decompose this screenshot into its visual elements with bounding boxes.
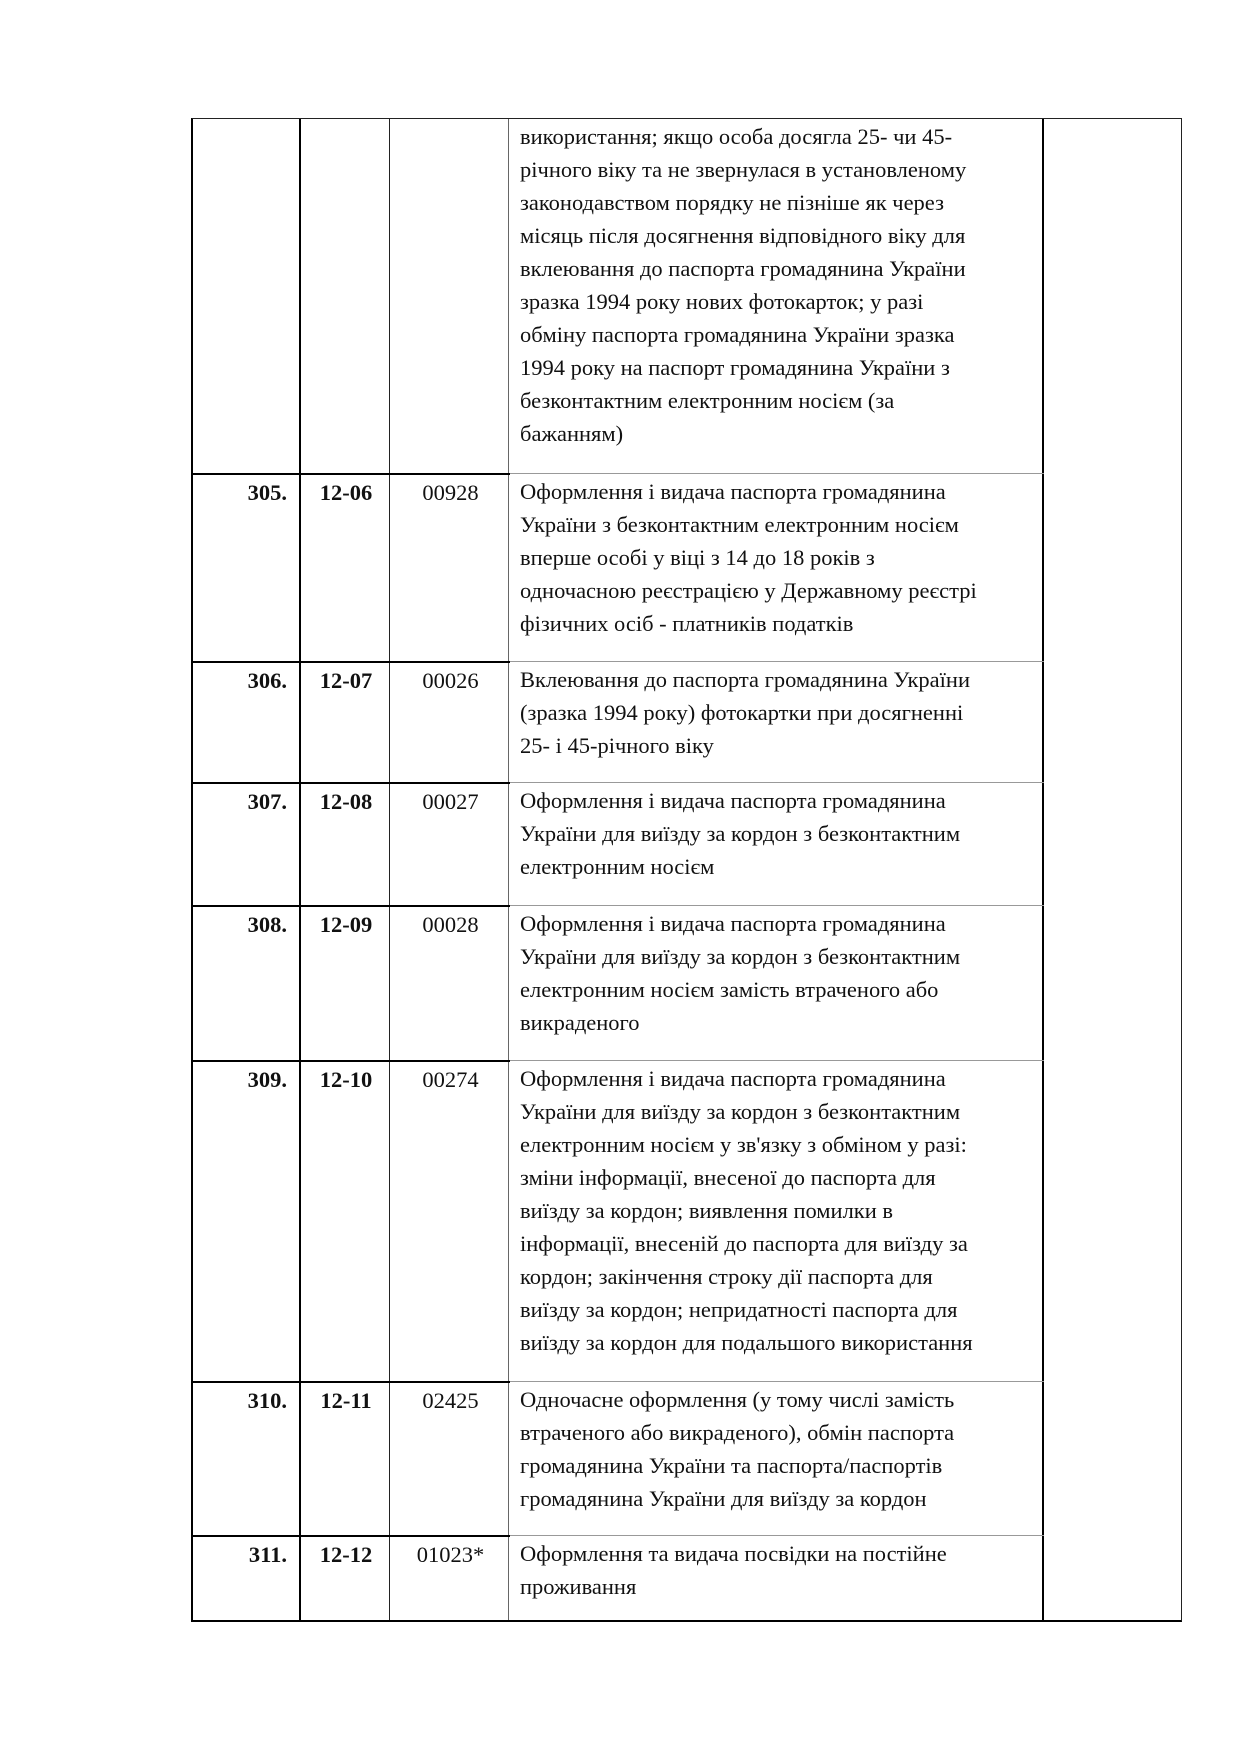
service-description <box>510 119 1044 473</box>
description-line: бажанням) <box>520 421 624 446</box>
description-line: інформації, внесеній до паспорта для виїзду за <box>520 1231 968 1256</box>
description-line: Оформлення і видача паспорта громадянина <box>520 788 946 813</box>
service-id: 02425 <box>391 1381 510 1535</box>
description-line: Оформлення і видача паспорта громадянина <box>520 479 946 504</box>
service-description <box>510 905 1044 1060</box>
row-number: 307. <box>193 782 301 905</box>
service-description <box>510 1060 1044 1381</box>
table-row <box>193 905 1044 1060</box>
table-row <box>193 1535 1044 1623</box>
description-line: виїзду за кордон; непридатності паспорта для <box>520 1297 958 1322</box>
service-description <box>510 782 1044 905</box>
category-code: 12-08 <box>301 782 391 905</box>
description-line: безконтактним електронним носієм (за <box>520 388 895 413</box>
description-line: України для виїзду за кордон з безконтактним <box>520 821 961 846</box>
description-line: втраченого або викраденого), обмін паспорта <box>520 1420 955 1445</box>
description-line: Одночасне оформлення (у тому числі замість <box>520 1387 955 1412</box>
description-line: викраденого <box>520 1010 640 1035</box>
service-id: 00026 <box>391 661 510 782</box>
description-line: кордон; закінчення строку дії паспорта для <box>520 1264 933 1289</box>
service-id: 00028 <box>391 905 510 1060</box>
category-code: 12-10 <box>301 1060 391 1381</box>
service-id <box>391 119 510 473</box>
description-line: одночасною реєстрацією у Державному реєстрі <box>520 578 977 603</box>
table-row <box>193 1381 1044 1535</box>
category-code: 12-12 <box>301 1535 391 1623</box>
description-line: громадянина України та паспорта/паспортів <box>520 1453 943 1478</box>
service-description <box>510 661 1044 782</box>
row-number: 305. <box>193 473 301 661</box>
description-line: проживання <box>520 1574 637 1599</box>
row-number: 311. <box>193 1535 301 1623</box>
category-code <box>301 119 391 473</box>
category-code: 12-07 <box>301 661 391 782</box>
table-row <box>193 119 1044 473</box>
row-number: 308. <box>193 905 301 1060</box>
row-number: 310. <box>193 1381 301 1535</box>
description-line: електронним носієм <box>520 854 715 879</box>
service-id: 00274 <box>391 1060 510 1381</box>
description-line: законодавством порядку не пізніше як через <box>520 190 944 215</box>
row-number: 309. <box>193 1060 301 1381</box>
description-line: Оформлення та видача посвідки на постійне <box>520 1541 947 1566</box>
description-line: вклеювання до паспорта громадянина України <box>520 256 966 281</box>
description-line: України з безконтактним електронним носієм <box>520 512 959 537</box>
description-line: 1994 року на паспорт громадянина України з <box>520 355 950 380</box>
description-line: 25- і 45-річного віку <box>520 733 714 758</box>
table-row <box>193 473 1044 661</box>
description-line: Оформлення і видача паспорта громадянина <box>520 911 946 936</box>
service-description <box>510 1381 1044 1535</box>
description-line: України для виїзду за кордон з безконтактним <box>520 1099 961 1124</box>
description-line: річного віку та не звернулася в установленому <box>520 157 967 182</box>
description-line: зміни інформації, внесеної до паспорта для <box>520 1165 936 1190</box>
description-line: використання; якщо особа досягла 25- чи 45- <box>520 124 953 149</box>
description-line: Оформлення і видача паспорта громадянина <box>520 1066 946 1091</box>
service-description <box>510 473 1044 661</box>
category-code: 12-11 <box>301 1381 391 1535</box>
description-line: виїзду за кордон для подальшого використання <box>520 1330 973 1355</box>
row-number <box>193 119 301 473</box>
service-id: 01023* <box>391 1535 510 1623</box>
service-description <box>510 1535 1044 1623</box>
description-line: вперше особі у віці з 14 до 18 років з <box>520 545 875 570</box>
service-id: 00027 <box>391 782 510 905</box>
description-line: місяць після досягнення відповідного віку для <box>520 223 966 248</box>
description-line: обміну паспорта громадянина України зразка <box>520 322 955 347</box>
description-line: (зразка 1994 року) фотокартки при досягненні <box>520 700 964 725</box>
table-row <box>193 1060 1044 1381</box>
description-line: виїзду за кордон; виявлення помилки в <box>520 1198 894 1223</box>
table-row <box>193 661 1044 782</box>
description-line: громадянина України для виїзду за кордон <box>520 1486 927 1511</box>
description-line: електронним носієм замість втраченого або <box>520 977 939 1002</box>
description-line: зразка 1994 року нових фотокарток; у разі <box>520 289 924 314</box>
description-line: фізичних осіб - платників податків <box>520 611 854 636</box>
row-number: 306. <box>193 661 301 782</box>
category-code: 12-09 <box>301 905 391 1060</box>
description-line: Вклеювання до паспорта громадянина України <box>520 667 970 692</box>
description-line: електронним носієм у зв'язку з обміном у разі: <box>520 1132 967 1157</box>
description-line: України для виїзду за кордон з безконтактним <box>520 944 961 969</box>
service-id: 00928 <box>391 473 510 661</box>
table-row <box>193 782 1044 905</box>
category-code: 12-06 <box>301 473 391 661</box>
services-table <box>191 118 1182 1622</box>
